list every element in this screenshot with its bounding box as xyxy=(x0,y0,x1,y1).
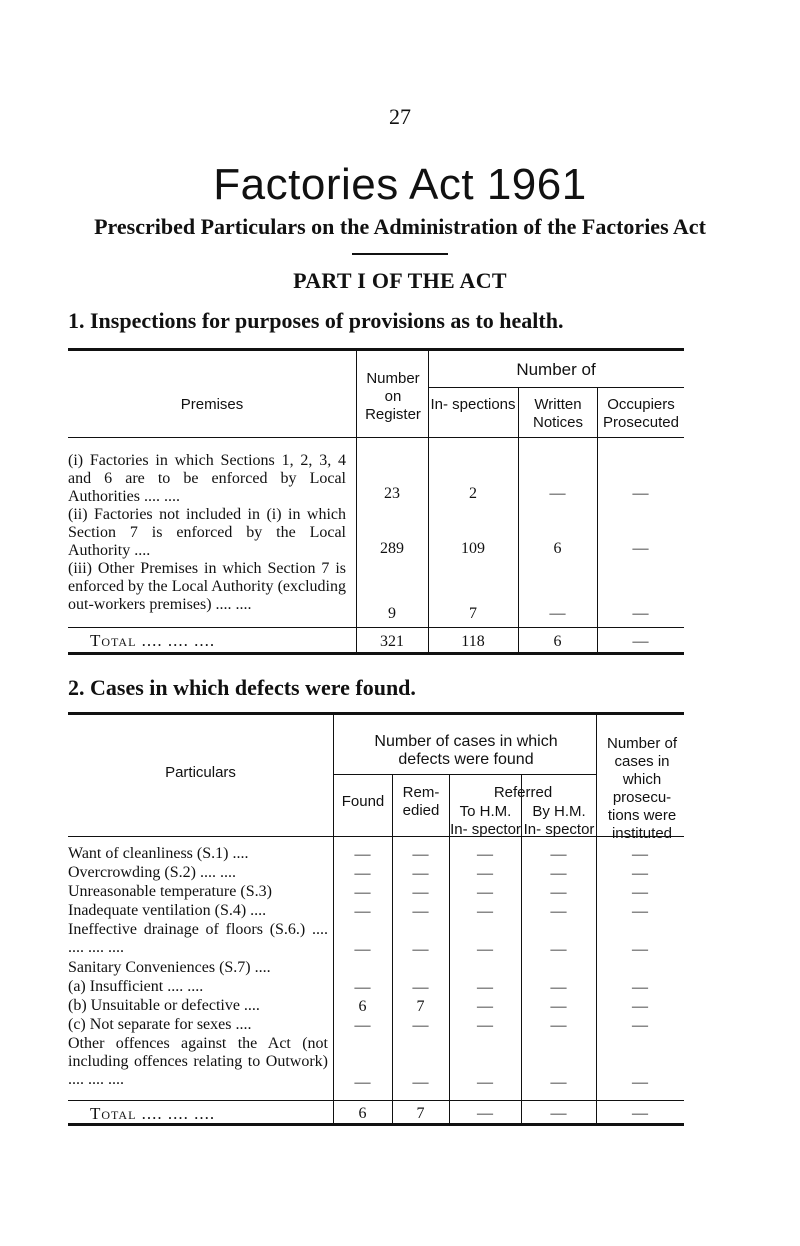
total-by-hm: — xyxy=(550,1105,567,1122)
table2-row-label: Want of cleanliness (S.1) .... xyxy=(68,845,249,862)
page-subtitle: Prescribed Particulars on the Administration of the Factories Act xyxy=(94,214,706,239)
header-written-notices: Written Notices xyxy=(532,396,584,431)
table2-row-label: Sanitary Conveniences (S.7) .... xyxy=(68,959,271,976)
table2-row-label: (a) Insufficient .... .... xyxy=(68,978,204,995)
defect-found-value: — xyxy=(354,1017,371,1034)
defect-prosecutions-value: — xyxy=(632,884,648,901)
table2-bottom-rule xyxy=(68,1123,684,1126)
defect-found-value: — xyxy=(354,1074,371,1091)
prosecuted-value: — xyxy=(632,485,649,502)
defect-by-value: — xyxy=(550,903,567,920)
header-particulars: Particulars xyxy=(165,764,236,781)
defect-by-value: — xyxy=(550,1017,567,1034)
defect-remedied-value: — xyxy=(412,884,429,901)
total-prosecutions: — xyxy=(632,1105,648,1122)
table2-subheader-rule xyxy=(334,774,596,775)
defect-to-value: — xyxy=(477,979,493,996)
table2-row-label: Unreasonable temperature (S.3) xyxy=(68,883,272,900)
header-referred: Referred xyxy=(493,784,553,801)
total-register: 321 xyxy=(380,633,404,650)
defect-prosecutions-value: — xyxy=(632,1017,648,1034)
header-prosecutions: Number of cases in which prosecu- tions were instituted xyxy=(606,735,678,842)
defect-to-value: — xyxy=(477,865,493,882)
defect-by-value: — xyxy=(550,941,567,958)
inspections-value: 2 xyxy=(469,485,477,502)
table2-top-rule xyxy=(68,712,684,715)
header-number-of: Number of xyxy=(516,360,596,379)
defect-prosecutions-value: — xyxy=(632,998,648,1015)
defect-found-value: — xyxy=(354,903,371,920)
defect-found-value: — xyxy=(354,979,371,996)
table1-row-label: (iii) Other Premises in which Section 7 is enforced by the Local Authority (excluding out-workers premises) .... .... xyxy=(68,560,346,613)
defect-found-value: — xyxy=(354,884,371,901)
defect-prosecutions-value: — xyxy=(632,865,648,882)
defect-found-value: 6 xyxy=(358,998,367,1015)
register-value: 23 xyxy=(384,485,400,502)
defect-by-value: — xyxy=(550,865,567,882)
total-notices: 6 xyxy=(553,633,562,650)
defect-prosecutions-value: — xyxy=(632,1074,648,1091)
defect-remedied-value: — xyxy=(412,865,429,882)
table2-row-label: Inadequate ventilation (S.4) .... xyxy=(68,902,267,919)
total-found: 6 xyxy=(358,1105,367,1122)
table1-total-rule xyxy=(68,627,684,628)
defect-prosecutions-value: — xyxy=(632,903,648,920)
defect-prosecutions-value: — xyxy=(632,979,648,996)
total-remedied: 7 xyxy=(416,1105,425,1122)
header-number-on-register: Number on Register xyxy=(365,370,421,423)
defect-remedied-value: — xyxy=(412,903,429,920)
header-by-hm-inspector: By H.M. In- spector xyxy=(523,803,595,838)
prosecuted-value: — xyxy=(632,540,649,557)
defect-remedied-value: — xyxy=(412,941,429,958)
defect-to-value: — xyxy=(477,846,493,863)
defect-to-value: — xyxy=(477,1017,493,1034)
table2-total-rule xyxy=(68,1100,684,1101)
inspections-value: 7 xyxy=(469,605,477,622)
notices-value: — xyxy=(549,605,566,622)
table1-subheader-rule xyxy=(428,387,684,388)
defect-by-value: — xyxy=(550,998,567,1015)
header-premises: Premises xyxy=(180,396,244,413)
header-to-hm-inspector: To H.M. In- spector xyxy=(450,803,521,838)
total-prosecuted: — xyxy=(632,633,649,650)
defect-remedied-value: — xyxy=(412,846,429,863)
notices-value: 6 xyxy=(553,540,562,557)
defect-by-value: — xyxy=(550,846,567,863)
defect-by-value: — xyxy=(550,979,567,996)
part-heading: PART I OF THE ACT xyxy=(293,268,507,293)
total-to-hm: — xyxy=(477,1105,493,1122)
table2-total-label: Total .... .... .... xyxy=(90,1104,216,1123)
header-inspections: In- spections xyxy=(430,396,516,413)
defect-prosecutions-value: — xyxy=(632,846,648,863)
table1-row-label: (ii) Factories not included in (i) in which Section 7 is enforced by the Local Authority .... xyxy=(68,506,346,559)
table2-row-label: Overcrowding (S.2) .... .... xyxy=(68,864,236,881)
table1-total-label: Total .... .... .... xyxy=(90,631,216,650)
header-found: Found xyxy=(341,793,385,810)
defect-found-value: — xyxy=(354,846,371,863)
defect-found-value: — xyxy=(354,865,371,882)
defect-to-value: — xyxy=(477,998,493,1015)
defect-by-value: — xyxy=(550,1074,567,1091)
table1-bottom-rule xyxy=(68,652,684,655)
defect-to-value: — xyxy=(477,903,493,920)
defect-to-value: — xyxy=(477,1074,493,1091)
table2-row-label: (b) Unsuitable or defective .... xyxy=(68,997,260,1014)
defect-prosecutions-value: — xyxy=(632,941,648,958)
defect-remedied-value: — xyxy=(412,979,429,996)
table2-row-label: (c) Not separate for sexes .... xyxy=(68,1016,252,1033)
title-divider xyxy=(352,253,448,255)
section1-heading: 1. Inspections for purposes of provisions as to health. xyxy=(68,308,564,333)
table1-row-label: (i) Factories in which Sections 1, 2, 3, 4 and 6 are to be enforced by Local Authorities .... .... xyxy=(68,452,346,505)
defect-remedied-value: — xyxy=(412,1017,429,1034)
register-value: 9 xyxy=(388,605,396,622)
defect-remedied-value: 7 xyxy=(416,998,425,1015)
table2-row-label: Ineffective drainage of floors (S.6.) .... .... .... .... xyxy=(68,921,328,956)
table1-header-rule xyxy=(68,437,684,438)
total-inspections: 118 xyxy=(461,633,485,650)
notices-value: — xyxy=(549,485,566,502)
table2-row-label: Other offences against the Act (not including offences relating to Outwork) .... .... .... xyxy=(68,1035,328,1088)
prosecuted-value: — xyxy=(632,605,649,622)
section2-heading: 2. Cases in which defects were found. xyxy=(68,675,416,700)
table1-top-rule xyxy=(68,348,684,351)
page-title: Factories Act 1961 xyxy=(213,160,587,209)
defect-found-value: — xyxy=(354,941,371,958)
header-number-of-cases: Number of cases in which defects were found xyxy=(374,733,558,768)
header-remedied: Rem- edied xyxy=(402,784,440,819)
defect-to-value: — xyxy=(477,884,493,901)
defect-to-value: — xyxy=(477,941,493,958)
defect-remedied-value: — xyxy=(412,1074,429,1091)
register-value: 289 xyxy=(380,540,404,557)
inspections-value: 109 xyxy=(461,540,485,557)
page-number: 27 xyxy=(389,104,411,129)
header-occupiers-prosecuted: Occupiers Prosecuted xyxy=(603,396,679,431)
defect-by-value: — xyxy=(550,884,567,901)
